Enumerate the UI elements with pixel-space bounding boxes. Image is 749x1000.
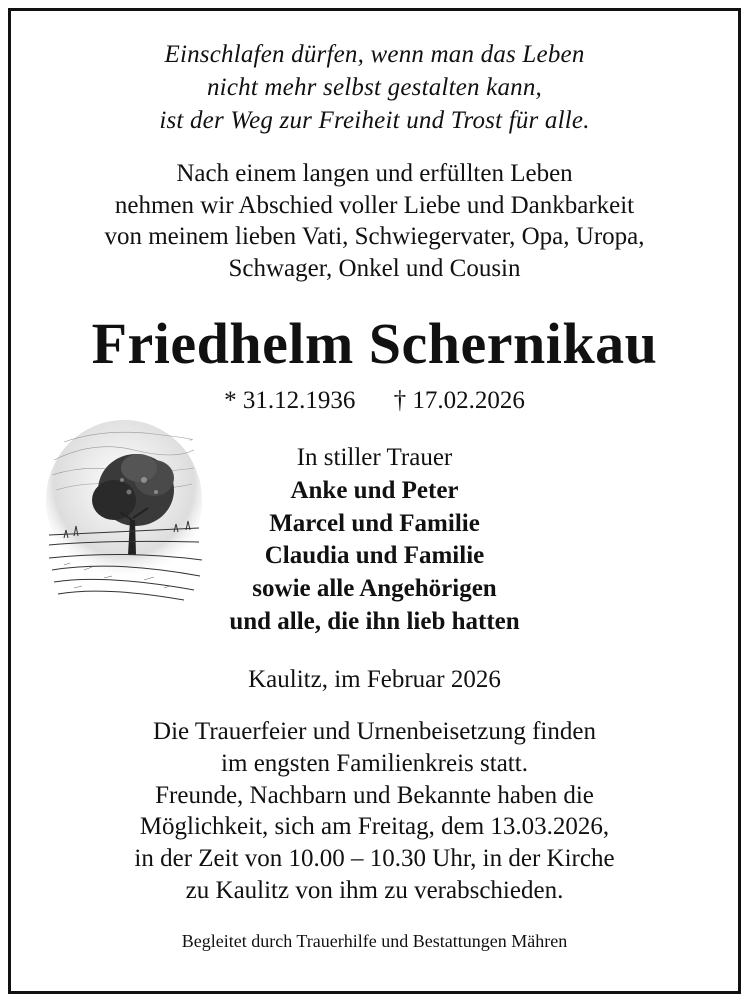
birth-date: * 31.12.1936 — [224, 387, 356, 414]
deceased-name: Friedhelm Schernikau — [91, 311, 658, 376]
mourning-heading: In stiller Trauer — [296, 444, 453, 471]
funeral-notice — [0, 716, 749, 907]
poem-line: ist der Weg zur Freiheit und Trost für alle. — [159, 107, 590, 134]
poem-line: Einschlafen dürfen, wenn man das Leben — [164, 41, 585, 68]
notice-line: zu Kaulitz von ihm zu verabschieden. — [185, 876, 564, 904]
notice-line: Möglichkeit, sich am Freitag, dem 13.03.2026, — [139, 813, 610, 841]
place-date: Kaulitz, im Februar 2026 — [248, 666, 501, 693]
mourner-name: Claudia und Familie — [264, 542, 485, 570]
poem — [0, 38, 749, 137]
mourner-name: Anke und Peter — [290, 476, 459, 504]
notice-line: im engsten Familienkreis statt. — [221, 749, 528, 777]
mourner-name: Marcel und Familie — [269, 509, 480, 537]
life-dates — [0, 383, 749, 419]
death-date: † 17.02.2026 — [393, 387, 525, 414]
notice-line: Die Trauerfeier und Urnenbeisetzung finden — [153, 718, 596, 745]
mourners — [0, 442, 749, 639]
notice-line: in der Zeit von 10.00 – 10.30 Uhr, in der Kirche — [134, 845, 615, 873]
intro-text — [0, 158, 749, 284]
mourner-name: und alle, die ihn lieb hatten — [229, 607, 520, 635]
funeral-home-credit: Begleitet durch Trauerhilfe und Bestattungen Mähren — [181, 931, 568, 951]
intro-line: von meinem lieben Vati, Schwiegervater, Opa, Uropa, — [104, 223, 645, 250]
poem-line: nicht mehr selbst gestalten kann, — [206, 74, 543, 101]
intro-line: Schwager, Onkel und Cousin — [228, 254, 521, 282]
intro-line: Nach einem langen und erfüllten Leben — [176, 160, 573, 187]
notice-line: Freunde, Nachbarn und Bekannte haben die — [155, 781, 594, 809]
mourner-name: sowie alle Angehörigen — [252, 575, 497, 603]
intro-line: nehmen wir Abschied voller Liebe und Dankbarkeit — [114, 191, 635, 219]
